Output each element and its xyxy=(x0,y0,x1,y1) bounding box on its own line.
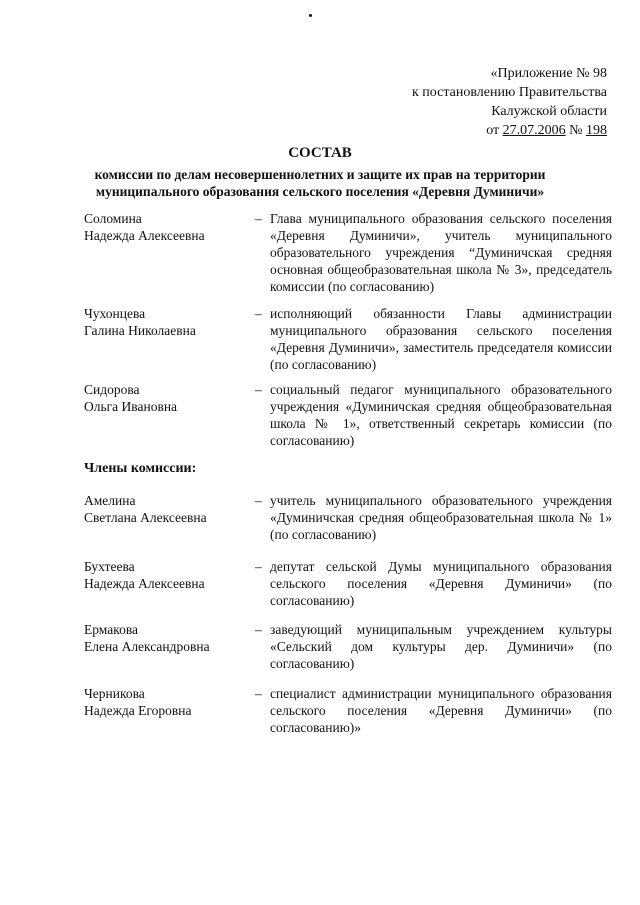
person-name xyxy=(84,558,244,592)
person-name xyxy=(84,685,244,719)
resolution-number: 198 xyxy=(586,123,607,138)
subtitle-line-1: комиссии по делам несовершеннолетних и защите их прав на территории xyxy=(94,167,546,182)
page-mark xyxy=(309,14,312,17)
role-description: учитель муниципального образовательного учреждения «Думиничская средняя общеобразовательная школа № 1» (по согласованию) xyxy=(270,493,612,542)
resolution-date: 27.07.2006 xyxy=(502,123,566,138)
surname: Чухонцева xyxy=(84,306,146,321)
date-prefix: от xyxy=(486,123,503,138)
surname: Соломина xyxy=(84,211,142,226)
appendix-date-line xyxy=(412,121,607,140)
person-name xyxy=(84,210,244,244)
person-name xyxy=(84,621,244,655)
person-name xyxy=(84,305,244,339)
given-names: Светлана Алексеевна xyxy=(84,510,207,525)
appendix-resolution: к постановлению Правительства xyxy=(411,85,607,100)
given-names: Надежда Егоровна xyxy=(84,703,192,718)
dash: – xyxy=(255,382,262,397)
given-names: Надежда Алексеевна xyxy=(84,576,205,591)
role-description: заведующий муниципальным учреждением культуры «Сельский дом культуры дер. Думиничи» (по согласованию) xyxy=(270,622,612,671)
role-description: специалист администрации муниципального образования сельского поселения «Деревня Думиничи» (по согласованию)» xyxy=(270,686,612,735)
person-name xyxy=(84,381,244,415)
dash: – xyxy=(255,493,262,508)
surname: Сидорова xyxy=(84,382,140,397)
surname: Амелина xyxy=(84,493,136,508)
surname: Бухтеева xyxy=(84,559,135,574)
surname: Черникова xyxy=(84,686,145,701)
dash: – xyxy=(255,211,262,226)
role-description: исполняющий обязанности Главы администрации муниципального образования сельского поселения «Деревня Думиничи», заместитель председателя комиссии (по согласованию) xyxy=(270,306,612,372)
given-names: Надежда Алексеевна xyxy=(84,228,205,243)
document-title: СОСТАВ xyxy=(288,145,352,161)
document-subtitle xyxy=(60,166,580,200)
subtitle-line-2: муниципального образования сельского поселения «Деревня Думиничи» xyxy=(95,184,545,199)
role-description: Глава муниципального образования сельского поселения «Деревня Думиничи», учитель муниципального образовательного учреждения “Думиничская средняя основная общеобразовательная школа № 3», председатель комиссии (по согласованию) xyxy=(270,211,612,294)
role-description: социальный педагог муниципального образовательного учреждения «Думиничская средняя общеобразовательная школа № 1», ответственный секретарь комиссии (по согласованию) xyxy=(270,382,612,448)
person-name xyxy=(84,492,244,526)
role-description: депутат сельской Думы муниципального образования сельского поселения «Деревня Думиничи» (по согласованию) xyxy=(270,559,612,608)
dash: – xyxy=(255,622,262,637)
appendix-number: «Приложение № 98 xyxy=(490,66,607,81)
dash: – xyxy=(255,686,262,701)
dash: – xyxy=(255,559,262,574)
given-names: Галина Николаевна xyxy=(84,323,196,338)
given-names: Ольга Ивановна xyxy=(84,399,178,414)
members-heading: Члены комиссии: xyxy=(84,461,197,476)
surname: Ермакова xyxy=(84,622,139,637)
dash: – xyxy=(255,306,262,321)
appendix-region: Калужской области xyxy=(491,104,607,119)
appendix-header xyxy=(412,64,607,140)
given-names: Елена Александровна xyxy=(84,639,210,654)
number-prefix: № xyxy=(565,123,586,138)
